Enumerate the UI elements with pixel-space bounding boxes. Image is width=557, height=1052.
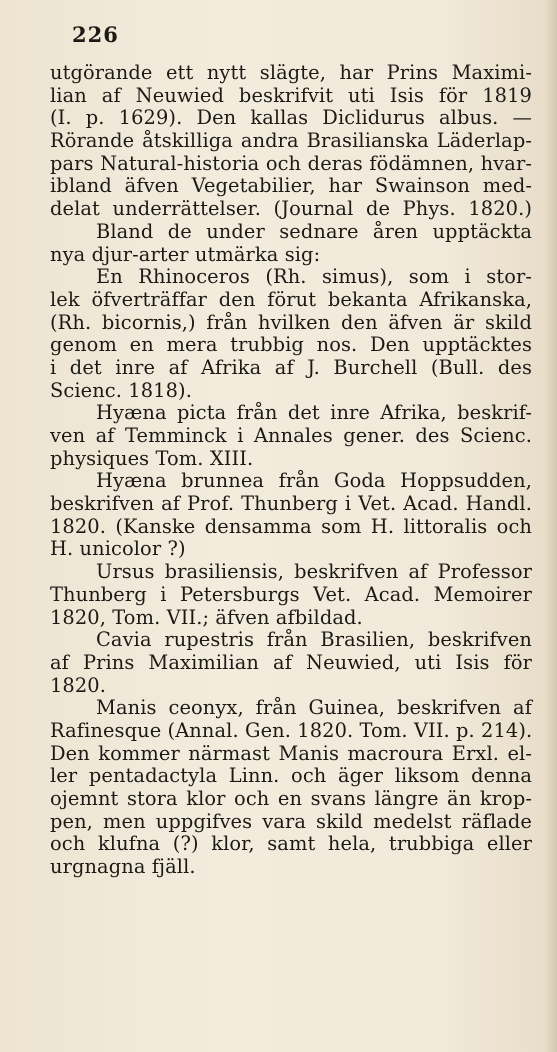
text-line: i det inre af Afrika af J. Burchell (Bull. des — [50, 355, 532, 379]
text-line: H. unicolor ?) — [50, 537, 186, 561]
text-line: lian af Neuwied beskrifvit uti Isis för 1819 — [50, 83, 532, 107]
text-line: utgörande ett nytt slägte, har Prins Maximi- — [50, 61, 532, 84]
text-line: 1820, Tom. VII.; äfven afbildad. — [50, 605, 363, 629]
text-line: Manis ceonyx, från Guinea, beskrifven af — [96, 696, 532, 720]
text-line: Cavia rupestris från Brasilien, beskrifven — [96, 628, 532, 652]
text-line: lek öfverträffar den förut bekanta Afrikanska, — [50, 287, 532, 311]
text-line: Ursus brasiliensis, beskrifven af Professor — [96, 560, 532, 584]
page-edge-shadow — [545, 0, 557, 1052]
text-line: Scienc. 1818). — [50, 378, 192, 402]
text-line: och klufna (?) klor, samt hela, trubbiga eller — [50, 832, 532, 856]
text-line: ojemnt stora klor och en svans längre än krop- — [50, 787, 532, 810]
text-line: 1820. — [50, 673, 107, 697]
text-line: urgnagna fjäll. — [50, 855, 196, 879]
text-line: Rörande åtskilliga andra Brasilianska Läderlap- — [50, 129, 532, 153]
text-line: beskrifven af Prof. Thunberg i Vet. Acad. Handl. — [50, 492, 532, 516]
text-line: delat underrättelser. (Journal de Phys. 1820.) — [50, 197, 532, 221]
text-line: Bland de under sednare åren upptäckta — [96, 219, 532, 243]
text-line: ibland äfven Vegetabilier, har Swainson med- — [50, 174, 532, 198]
text-line: (Rh. bicornis,) från hvilken den äfven är skild — [50, 310, 532, 334]
text-line: nya djur-arter utmärka sig: — [50, 242, 321, 266]
text-line: genom en mera trubbig nos. Den upptäcktes — [50, 333, 532, 357]
text-line: Hyæna brunnea från Goda Hoppsudden, — [96, 469, 532, 493]
text-line: physiques Tom. XIII. — [50, 446, 254, 470]
text-line: af Prins Maximilian af Neuwied, uti Isis för — [50, 650, 532, 674]
text-line: 1820. (Kanske densamma som H. littoralis och — [50, 514, 532, 538]
text-line: Hyæna picta från det inre Afrika, beskrif- — [96, 401, 532, 425]
text-line: pen, men uppgifves vara skild medelst räflade — [50, 809, 532, 833]
text-line: Den kommer närmast Manis macroura Erxl. el- — [50, 741, 532, 765]
text-line: Thunberg i Petersburgs Vet. Acad. Memoirer — [50, 582, 532, 606]
page-number: 226 — [72, 22, 119, 47]
text-line: ler pentadactyla Linn. och äger liksom denna — [50, 764, 532, 788]
text-line: Rafinesque (Annal. Gen. 1820. Tom. VII. p. 214). — [50, 718, 533, 742]
text-line: En Rhinoceros (Rh. simus), som i stor- — [96, 265, 532, 289]
body-text — [50, 62, 532, 879]
text-line: pars Natural-historia och deras födämnen, hvar- — [50, 151, 532, 175]
text-line: (I. p. 1629). Den kallas Diclidurus albus. — — [50, 106, 532, 130]
text-line: ven af Temminck i Annales gener. des Scienc. — [50, 424, 532, 447]
